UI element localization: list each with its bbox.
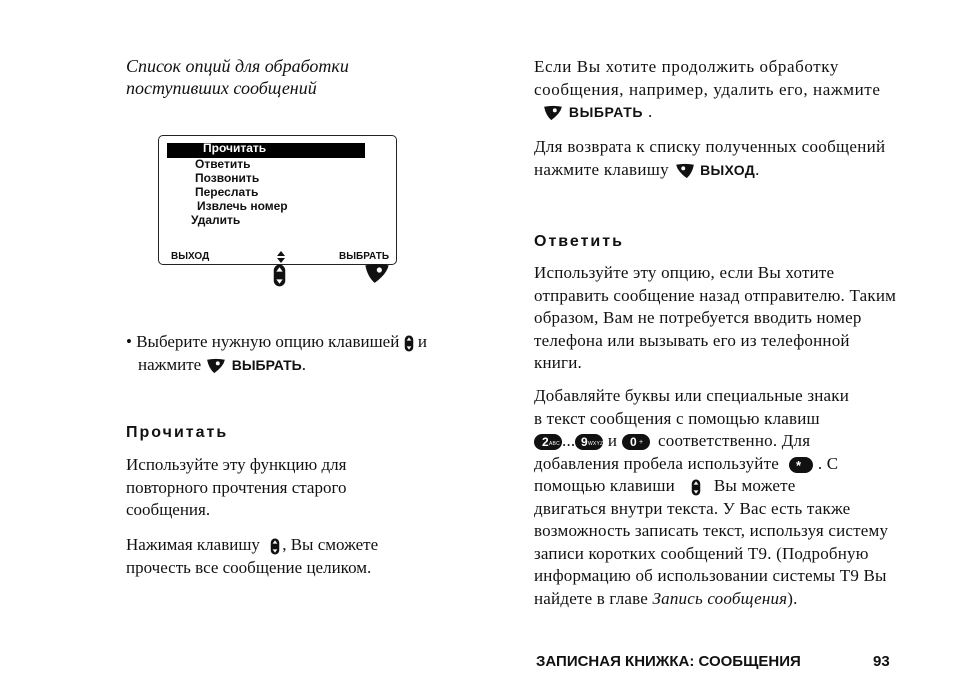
svg-text:WXYZ: WXYZ: [588, 441, 604, 448]
svg-text:0: 0: [629, 435, 637, 450]
reply-p2-line-4-a: добавления пробела используйте: [534, 453, 779, 473]
bullet-text-1: Выберите нужную опцию клавишей: [136, 332, 400, 351]
reply-p2-line-3-end: соответственно. Для: [658, 431, 811, 450]
bullet-dot: •: [126, 332, 132, 351]
select-softkey-icon: [542, 105, 564, 121]
reply-p2-dots: ...: [562, 431, 576, 450]
softkey-exit-label[interactable]: ВЫХОД: [171, 251, 210, 262]
scroll-key-icon: [270, 538, 280, 555]
softkey-select-label[interactable]: ВЫБРАТЬ: [339, 251, 390, 262]
exit-button-label: ВЫХОД: [700, 161, 756, 178]
read-para2-text-a: Нажимая клавишу: [126, 535, 260, 554]
reply-p2-line-2: в текст сообщения с помощью клавиш: [534, 408, 820, 428]
right-paragraph-1: [534, 56, 894, 124]
reply-paragraph-1: Используйте эту опцию, если Вы хотите отправить сообщение назад отправителю. Таким образом, Вам не потребуется вводить номер телефона или вызывать его из телефонной книги.: [534, 263, 897, 372]
reply-p2-line-4-b: . С: [817, 453, 839, 473]
key-0-plus-icon: [622, 434, 650, 450]
menu-item-forward[interactable]: Переслать: [195, 185, 259, 199]
select-button-label: ВЫБРАТЬ: [568, 104, 644, 120]
svg-text:*: *: [796, 457, 802, 473]
reply-p2-line-4: [534, 453, 900, 476]
reply-p2-line-5-a: помощью клавиши: [534, 476, 675, 495]
bullet-instruction: [126, 331, 496, 376]
svg-text:ABC: ABC: [549, 441, 560, 448]
scroll-key-icon: [404, 335, 414, 352]
right-para1-text: Если Вы хотите продолжить обработку сообщения, например, удалить его, нажмите: [534, 57, 881, 99]
reply-p2-line-1: Добавляйте буквы или специальные знаки: [534, 386, 850, 405]
right-paragraph-2: [534, 136, 904, 181]
reply-p2-line-5: [534, 475, 900, 498]
key-2-abc-icon: [534, 434, 562, 450]
bullet-text-2: и: [417, 332, 427, 351]
reply-p2-chapter-ref: Запись сообщения: [652, 588, 788, 608]
reply-p2-line-3: [534, 430, 900, 453]
read-paragraph-1: Используйте эту функцию для повторного прочтения старого сообщения.: [126, 455, 347, 519]
menu-item-call[interactable]: Позвонить: [195, 171, 260, 185]
intro-title: Список опций для обработки поступивших сообщений: [126, 56, 349, 98]
select-button-label: ВЫБРАТЬ: [231, 356, 302, 373]
right-para2-text: Для возврата к списку полученных сообщений нажмите клавишу: [534, 137, 886, 179]
section-title-reply: Ответить: [534, 233, 624, 250]
reply-p2-close: ).: [787, 588, 798, 608]
reply-p2-line-5-b: Вы можете: [713, 476, 796, 495]
read-paragraph-2: [126, 534, 446, 579]
phone-screen: [158, 135, 397, 265]
svg-text:9: 9: [581, 435, 589, 450]
key-9-wxyz-icon: [575, 434, 603, 450]
right-para1-end: .: [647, 102, 653, 121]
bullet-end: .: [301, 354, 306, 374]
bullet-text-3: нажмите: [138, 354, 202, 374]
reply-p2-rest-text: двигаться внутри текста. У Вас есть также возможность записать текст, используя систему записи коротких сообщений T9. (Подробную информацию об использовании системы T9 Вы найдете в главе: [534, 498, 889, 608]
page-number: 93: [873, 653, 890, 670]
right-para2-end: .: [755, 159, 760, 179]
reply-p2-rest: [534, 498, 900, 611]
footer-title: ЗАПИСНАЯ КНИЖКА: СООБЩЕНИЯ: [536, 653, 801, 670]
select-softkey-icon[interactable]: [363, 263, 391, 289]
menu-item-read[interactable]: Прочитать: [203, 141, 267, 155]
menu-item-extract-number[interactable]: Извлечь номер: [197, 199, 288, 213]
exit-softkey-icon: [674, 163, 696, 179]
scroll-key-icon: [691, 479, 701, 496]
select-softkey-icon: [205, 358, 227, 374]
menu-item-reply[interactable]: Ответить: [195, 157, 251, 171]
svg-text:2: 2: [542, 435, 549, 450]
read-para2-text-b: , Вы сможете прочесть все сообщение целиком.: [126, 535, 379, 577]
menu-item-delete[interactable]: Удалить: [191, 213, 241, 227]
key-star-icon: [789, 457, 813, 473]
section-title-read: Прочитать: [126, 424, 229, 441]
reply-p2-and: и: [607, 431, 618, 450]
scroll-key-icon[interactable]: [273, 264, 286, 292]
svg-text:+: +: [638, 439, 643, 447]
reply-paragraph-2: [534, 385, 900, 610]
